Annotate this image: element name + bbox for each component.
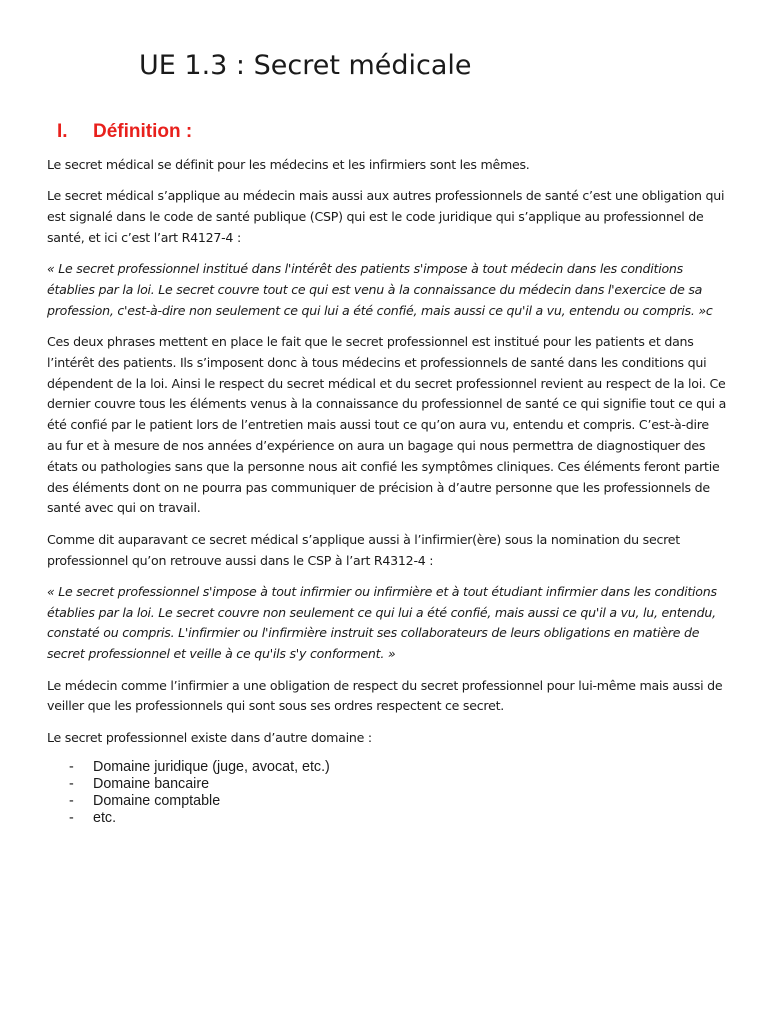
section-number: I.: [57, 121, 68, 142]
quote-r4312-4: « Le secret professionnel s'impose à tout infirmier ou infirmière et à tout étudiant infirmier dans les conditions établies par la loi. Le secret couvre non seulement ce qui lui a été confié, mais aussi ce qu'il a vu, lu, entendu, constaté ou compris. L'infirmier ou l'infirmière instruit ses collaborateurs de leurs obligations en matière de secret professionnel et veille à ce qu'ils s'y conforment. »: [47, 583, 717, 662]
list-item-text: Domaine bancaire: [93, 775, 210, 792]
list-bullet: -: [69, 758, 74, 775]
domain-list: [47, 759, 727, 827]
document-body: [47, 155, 727, 827]
quote-r4127-4: « Le secret professionnel institué dans l'intérêt des patients s'impose à tout médecin dans les conditions établies par la loi. Le secret couvre tout ce qui est venu à la connaissance du médecin dans l'exercice de sa profession, c'est-à-dire non seulement ce qui lui a été confié, mais aussi ce qu'il a vu, entendu ou compris. »c: [47, 261, 713, 318]
list-bullet: -: [69, 809, 74, 826]
list-bullet: -: [69, 775, 74, 792]
list-bullet: -: [69, 792, 74, 809]
paragraph-domains-intro: Le secret professionnel existe dans d’autre domaine :: [47, 729, 372, 745]
paragraph-intro: Le secret médical se définit pour les médecins et les infirmiers sont les mêmes.: [47, 157, 530, 172]
list-item-text: Domaine comptable: [93, 792, 221, 809]
section-heading: [57, 119, 192, 145]
paragraph-explanation: Ces deux phrases mettent en place le fait que le secret professionnel est institué pour les patients et dans l’intérêt des patients. Ils s’imposent donc à tous médecins et professionnels de santé dans les conditions qui dépendent de la loi. Ainsi le respect du secret médical et du secret professionnel revient au respect de la loi. Ce dernier couvre tous les éléments venus à la connaissance du professionnel de santé ce qui signifie tout ce qui a été confié par le patient lors de l’entretien mais aussi tout ce qu’on aura vu, entendu et compris. C’est-à-dire au fur et à mesure de nos années d’expérience on aura un bagage qui nous permettra de diagnostiquer des états ou pathologies sans que la personne nous ait confié les symptômes cliniques. Ces éléments feront partie des éléments dont on ne pourra pas communiquer de précision à d’autre personne que les professionnels de santé avec qui on travail.: [47, 334, 727, 516]
paragraph-csp-medecin: Le secret médical s’applique au médecin mais aussi aux autres professionnels de santé c’est une obligation qui est signalé dans le code de santé publique (CSP) qui est le code juridique qui s’applique au professionnel de santé, et ici c’est l’art R4127-4 :: [47, 188, 725, 245]
list-item: [47, 776, 727, 793]
page-title: UE 1.3 : Secret médicale: [139, 50, 472, 81]
paragraph-csp-infirmier: Comme dit auparavant ce secret médical s’applique aussi à l’infirmier(ère) sous la nomination du secret professionnel qu’on retrouve aussi dans le CSP à l’art R4312-4 :: [47, 531, 680, 568]
paragraph-obligation: Le médecin comme l’infirmier a une obligation de respect du secret professionnel pour lui-même mais aussi de veiller que les professionnels qui sont sous ses ordres respectent ce secret.: [47, 677, 723, 714]
section-heading-text: Définition :: [93, 121, 193, 142]
list-item-text: etc.: [93, 809, 117, 826]
list-item: [47, 759, 727, 776]
list-item: [47, 810, 727, 827]
list-item: [47, 793, 727, 810]
list-item-text: Domaine juridique (juge, avocat, etc.): [93, 758, 330, 775]
